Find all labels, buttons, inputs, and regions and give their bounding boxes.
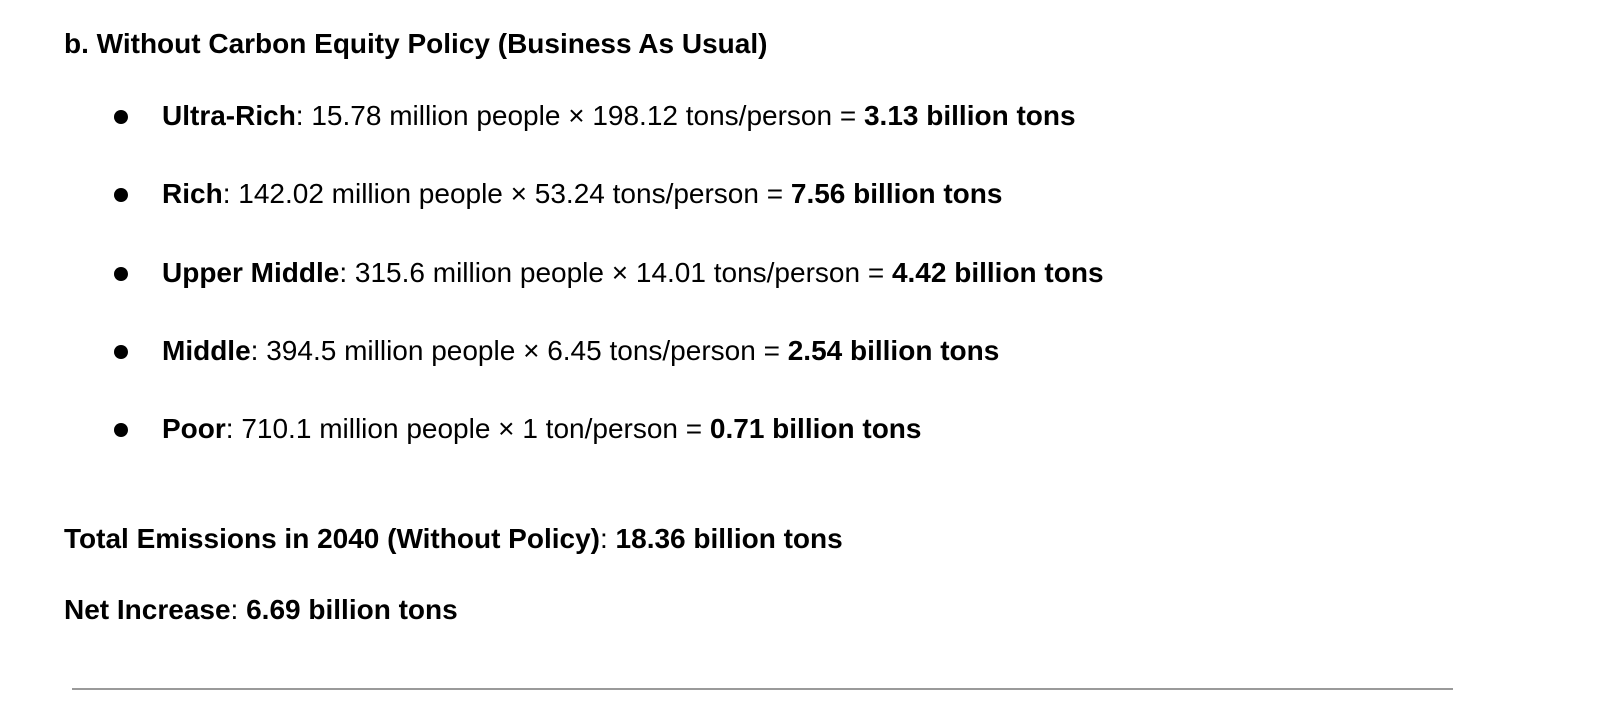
bullet-icon [114,188,128,202]
group-label: Poor [162,413,226,444]
calculation: 15.78 million people × 198.12 tons/person = [303,100,864,131]
result-value: 7.56 billion tons [790,178,1003,209]
list-item-text [162,256,1104,290]
result-value: 3.13 billion tons [863,100,1076,131]
list-item-text [162,334,999,368]
result-value: 0.71 billion tons [709,413,922,444]
group-label: Ultra-Rich [162,100,296,131]
group-label: Rich [162,178,223,209]
label-separator: : [222,178,231,209]
list-item-text [162,99,1076,133]
total-label: Total Emissions in 2040 (Without Policy) [64,523,600,554]
calculation: 710.1 million people × 1 ton/person = [233,413,710,444]
result-value: 4.42 billion tons [891,257,1104,288]
net-value: 6.69 billion tons [246,594,458,625]
result-value: 2.54 billion tons [787,335,1000,366]
net-increase-line [64,593,458,627]
list-item-text [162,177,1002,211]
label-separator: : [250,335,259,366]
calculation: 315.6 million people × 14.01 tons/person = [347,257,892,288]
calculation: 142.02 million people × 53.24 tons/person = [230,178,791,209]
calculation: 394.5 million people × 6.45 tons/person = [258,335,788,366]
bullet-icon [114,110,128,124]
total-value: 18.36 billion tons [615,523,843,554]
bullet-icon [114,345,128,359]
bullet-icon [114,267,128,281]
group-label: Middle [162,335,251,366]
label-separator: : [225,413,234,444]
section-heading: b. Without Carbon Equity Policy (Business As Usual) [64,28,768,59]
group-label: Upper Middle [162,257,340,288]
horizontal-divider [72,688,1453,690]
label-separator: : [339,257,348,288]
bullet-icon [114,423,128,437]
net-separator: : [230,594,247,625]
total-emissions-line [64,522,843,556]
list-item-text [162,412,921,446]
net-label: Net Increase [64,594,231,625]
label-separator: : [295,100,304,131]
total-separator: : [599,523,616,554]
